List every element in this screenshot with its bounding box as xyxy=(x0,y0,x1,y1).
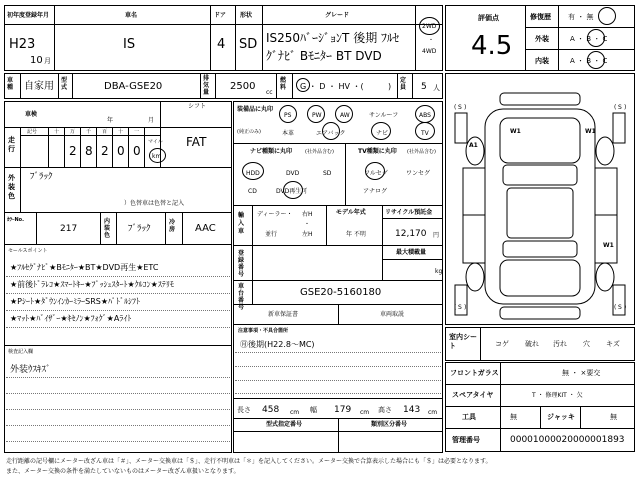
interior-color-value: ﾌﾞﾗｯｸ xyxy=(128,224,151,234)
width-label: 幅 xyxy=(310,406,317,414)
interior-color-label: 内装色 xyxy=(104,218,111,239)
car-windshield xyxy=(503,165,577,185)
s-mark: ) xyxy=(624,104,627,111)
import-dot: ・ xyxy=(304,221,311,228)
max-load-label: 最大積載量 xyxy=(396,249,427,256)
mileage-digit: 2 xyxy=(101,144,109,158)
exterior-b-circle xyxy=(587,29,605,47)
mileage-header-6: 一 xyxy=(134,129,140,135)
registration-row xyxy=(4,73,443,99)
capacity-label: 定員 xyxy=(400,77,407,91)
reg-era: H23 xyxy=(9,37,36,52)
width-unit: cm xyxy=(360,409,370,416)
car-hood xyxy=(500,118,580,163)
s-mark: ) xyxy=(464,304,467,311)
management-value: 00001000020000001893 xyxy=(510,435,625,445)
cc-unit: cc xyxy=(266,89,273,96)
navi-hdd: HDD xyxy=(246,170,260,177)
drive-2wd-circle xyxy=(419,17,440,35)
equip-navi-circle xyxy=(371,122,391,140)
mileage-header-2: 万 xyxy=(70,129,76,135)
s-mark: S xyxy=(458,104,462,111)
color-no-value: 217 xyxy=(60,224,78,234)
navi-sub: (社外品含む) xyxy=(305,149,334,155)
mileage-header-5: 十 xyxy=(118,129,124,135)
height-value: 143 xyxy=(403,405,421,415)
ac-label: 冷房 xyxy=(169,219,176,233)
repair-label: 修復歴 xyxy=(530,13,551,21)
capacity-unit: 人 xyxy=(433,84,440,92)
car-trunk xyxy=(500,260,580,296)
mileage-unit-mile: マイル xyxy=(148,139,163,145)
mileage-header-4: 百 xyxy=(102,129,108,135)
km-circle xyxy=(149,148,166,163)
damage-w1: W1 xyxy=(603,242,614,249)
car-rear-window xyxy=(503,241,577,257)
seat-item: 穴 xyxy=(583,340,590,348)
doors-value: 4 xyxy=(217,37,226,52)
seat-item: 破れ xyxy=(525,340,539,348)
drive-2wd: 2WD xyxy=(422,23,437,30)
tv-analog: アナログ xyxy=(363,188,388,195)
equip-abs-circle xyxy=(415,105,435,123)
shape-label: 形状 xyxy=(240,12,253,19)
mileage-header-kigou: 記号 xyxy=(27,129,38,135)
exterior-label: 外装色 xyxy=(8,174,15,200)
tv-title: TV種類に丸印 xyxy=(358,148,397,155)
damage-w1: W1 xyxy=(510,128,521,135)
s-mark: S xyxy=(618,304,622,311)
import-right: 右H xyxy=(302,211,313,218)
model-year-value: 年 不明 xyxy=(346,231,366,238)
model-value: DBA-GSE20 xyxy=(104,81,163,92)
interior-seat-label: 室内シート xyxy=(449,333,477,350)
tv-sub: (社外品含む) xyxy=(407,149,436,155)
spare-label: スペアタイヤ xyxy=(452,391,494,399)
navi-dvd-play-circle xyxy=(283,181,303,199)
sales-point-line: ★ﾏｯﾄ★ﾊﾞｲｻﾞｰ★ｷｾﾉﾝ★ﾌｫｸﾞ★Aﾗｲﾄ xyxy=(10,314,132,323)
equip-aw: AW xyxy=(340,112,350,119)
navi-sd: SD xyxy=(323,170,332,177)
length-unit: cm xyxy=(290,409,300,416)
length-value: 458 xyxy=(262,405,280,415)
car-name-value: IS xyxy=(123,37,136,52)
sales-point-line: ★ﾌﾙｾｸﾞﾅﾋﾞ★Bﾓﾆﾀｰ★BT★DVD再生★ETC xyxy=(10,263,159,272)
mileage-digit: 0 xyxy=(117,144,125,158)
navi-dvd: DVD xyxy=(286,170,300,177)
exterior-grade-value: A ・ B ・ C xyxy=(570,35,608,43)
fuel-options: G ・ D ・ HV ・( xyxy=(300,82,364,91)
spare-value: T ・ 修理KIT ・ 欠 xyxy=(532,392,583,399)
exterior-value: ﾌﾞﾗｯｸ xyxy=(30,172,53,182)
vehicle-label: 車種 xyxy=(7,77,14,91)
footer-note-1: 走行距離の記号欄にメーター改ざん車は「＃」、メーター交換車は「＄」、走行不明車は「＊」を記入してください。メーター交換で合算表示した場合にも「＄」は必要となります。 xyxy=(6,458,492,465)
doc-insurance: 新車保証書 xyxy=(268,311,299,318)
recycle-yen: 円 xyxy=(433,232,440,239)
equipment-subtitle: (純正のみ) xyxy=(237,129,261,135)
equip-sunroof: サンルーフ xyxy=(369,112,399,119)
drive-4wd: 4WD xyxy=(422,48,437,55)
sales-points-label: セールスポイント xyxy=(8,248,48,254)
notes-label: 注意事項・不具合箇所 xyxy=(238,328,289,334)
car-roof xyxy=(507,188,573,238)
tools-value: 無 xyxy=(510,413,517,421)
sales-point-line: ★Pｼｰﾄ★ﾀﾞｳﾝｲﾝｶｰﾐﾗｰSRS★ﾊﾟﾄﾞﾙｼﾌﾄ xyxy=(10,297,141,306)
mileage-header-1: 十 xyxy=(54,129,60,135)
fuel-close: ) xyxy=(388,82,392,91)
equip-tv-circle xyxy=(415,122,435,140)
repair-value: 有 ・ 無 xyxy=(568,13,594,21)
model-year-label: モデル年式 xyxy=(336,209,366,216)
length-label: 長さ xyxy=(237,406,251,414)
chassis-value: GSE20-5160180 xyxy=(300,287,382,298)
front-glass-value: 無 ・ ×要交 xyxy=(562,369,601,377)
import-label: 輸入車 xyxy=(238,212,245,235)
s-mark: S xyxy=(458,304,462,311)
tv-oneseg: ワンセグ xyxy=(406,170,431,177)
shift-label: シフト xyxy=(188,103,207,110)
door-label: ドア xyxy=(214,12,226,19)
exterior-note: ）色替車は色替と記入 xyxy=(124,200,185,207)
notes-value: ㊊後期(H22.8～MC) xyxy=(240,340,315,349)
seat-item: コゲ xyxy=(495,340,509,348)
interior-grade-value: A ・ B ・ C xyxy=(570,57,608,65)
s-mark: ( xyxy=(454,104,457,111)
wheel-rr xyxy=(596,263,614,291)
mileage-digit: 8 xyxy=(85,144,93,158)
model-label: 型式 xyxy=(61,77,68,91)
recycle-value: 12,170 xyxy=(395,229,427,239)
repair-none-circle xyxy=(598,7,616,25)
equip-leather: 本革 xyxy=(282,130,295,137)
height-unit: cm xyxy=(428,409,438,416)
s-mark: ( xyxy=(614,304,617,311)
jack-value: 無 xyxy=(610,413,617,421)
s-mark: ( xyxy=(454,304,457,311)
management-label: 管理番号 xyxy=(452,436,480,444)
equip-pw: PW xyxy=(312,112,322,119)
navi-hdd-circle xyxy=(242,162,264,180)
grade-label: グレード xyxy=(325,12,350,19)
ac-value: AAC xyxy=(195,223,216,234)
mileage-label: 走行 xyxy=(8,136,15,153)
equip-tv: TV xyxy=(421,130,429,137)
s-mark: ) xyxy=(464,104,467,111)
footer-note-2: また、メーター交換の条件を満たしていないものはメーター改ざん車扱いとなります。 xyxy=(6,468,240,475)
s-mark: ( xyxy=(614,104,617,111)
shape-value: SD xyxy=(239,37,258,52)
mileage-header-3: 千 xyxy=(86,129,92,135)
capacity-value: 5 xyxy=(421,82,427,92)
equip-airbag: エアバック xyxy=(316,130,346,137)
equip-abs: ABS xyxy=(419,112,431,119)
equip-navi: ナビ xyxy=(376,130,389,137)
score-value: 4.5 xyxy=(471,31,513,61)
wheel-rl xyxy=(466,263,484,291)
navi-cd: CD xyxy=(248,188,257,195)
import-dealer: ディーラー・ xyxy=(257,211,293,218)
s-mark: S xyxy=(618,104,622,111)
mileage-unit-km: km xyxy=(152,153,162,160)
height-label: 高さ xyxy=(378,406,392,414)
max-load-kg: kg xyxy=(435,268,443,275)
navi-dvd-play: DVD再生可 xyxy=(276,188,308,195)
front-glass-label: フロントガラス xyxy=(450,369,499,377)
displacement-value: 2500 xyxy=(230,81,256,92)
shift-value: FAT xyxy=(186,135,207,149)
recycle-label: リサイクル預託金 xyxy=(385,209,433,216)
inspection-label: 車検 xyxy=(25,111,38,118)
jack-label: ジャッキ xyxy=(547,413,575,421)
sales-point-line: ★前後ﾄﾞﾗﾚｺ★ｽﾏｰﾄｷｰ★ﾌﾟｯｼｭｽﾀｰﾄ★ｸﾙｺﾝ★ｽﾃﾘﾓ xyxy=(10,280,174,289)
navi-title: ナビ種類に丸印 xyxy=(250,148,293,155)
class-designation-label: 類別区分番号 xyxy=(371,421,408,428)
s-mark: ) xyxy=(624,304,627,311)
interior-b-circle xyxy=(587,51,605,69)
fuel-g-circle xyxy=(296,78,310,92)
front-bumper xyxy=(500,93,580,105)
equip-ps: PS xyxy=(284,112,292,119)
grade-line-2: ｸﾞﾅﾋﾞ Bﾓﾆﾀｰ BT DVD xyxy=(266,49,382,63)
wheel-fr xyxy=(596,137,614,165)
grade-line-1: IS250ﾊﾞｰｼﾞｮﾝT 後期 ﾌﾙｾ xyxy=(266,31,400,45)
reg-month: 10 xyxy=(30,55,43,66)
chassis-label: 車台番号 xyxy=(238,283,245,311)
equip-ps-circle xyxy=(279,105,297,123)
damage-a1: A1 xyxy=(469,142,478,149)
tools-label: 工具 xyxy=(462,413,476,421)
tv-fullseg-circle xyxy=(365,162,385,180)
doc-manual: 車両取説 xyxy=(380,311,405,318)
reg-year-label: 初年度登録年月 xyxy=(7,12,50,19)
type-designation-label: 型式指定番号 xyxy=(266,421,303,428)
equip-aw-circle xyxy=(335,105,353,123)
equipment-title: 装備品に丸印 xyxy=(237,106,274,113)
car-name-label: 車名 xyxy=(125,12,138,19)
equip-pw-circle xyxy=(307,105,325,123)
mileage-digit: 0 xyxy=(133,144,141,158)
reg-month-unit: 月 xyxy=(44,57,51,65)
rear-bumper xyxy=(500,307,580,319)
displacement-label: 排気量 xyxy=(203,75,210,96)
width-value: 179 xyxy=(334,405,352,415)
import-parallel: 並行 xyxy=(265,231,278,238)
fuel-label: 燃料 xyxy=(280,77,287,91)
damage-w1: W1 xyxy=(585,128,596,135)
equip-airbag-circle xyxy=(322,122,340,140)
inspector-label: 検査記入欄 xyxy=(8,349,34,355)
exterior-grade-label: 外装 xyxy=(535,35,549,43)
mileage-digit: 2 xyxy=(69,144,77,158)
seat-item: キズ xyxy=(606,340,620,348)
interior-grade-label: 内装 xyxy=(535,57,549,65)
seat-item: 汚れ xyxy=(553,340,567,348)
inspector-value: 外装ｳｽｷｽﾞ xyxy=(10,365,51,375)
inspection-year: 年 xyxy=(107,117,114,124)
inspection-month: 月 xyxy=(148,117,155,124)
drive-dot: ・ xyxy=(428,37,435,44)
registered-number-label: 登録番号 xyxy=(238,250,245,278)
color-no-label: ｶﾗｰNo. xyxy=(7,217,25,223)
tv-fullseg: フルセグ xyxy=(364,170,388,177)
score-label: 評価点 xyxy=(478,14,499,22)
car-diagram xyxy=(445,73,635,325)
import-left: 左H xyxy=(302,231,313,238)
vehicle-value: 自家用 xyxy=(24,81,54,92)
car-body-outline xyxy=(485,109,595,304)
